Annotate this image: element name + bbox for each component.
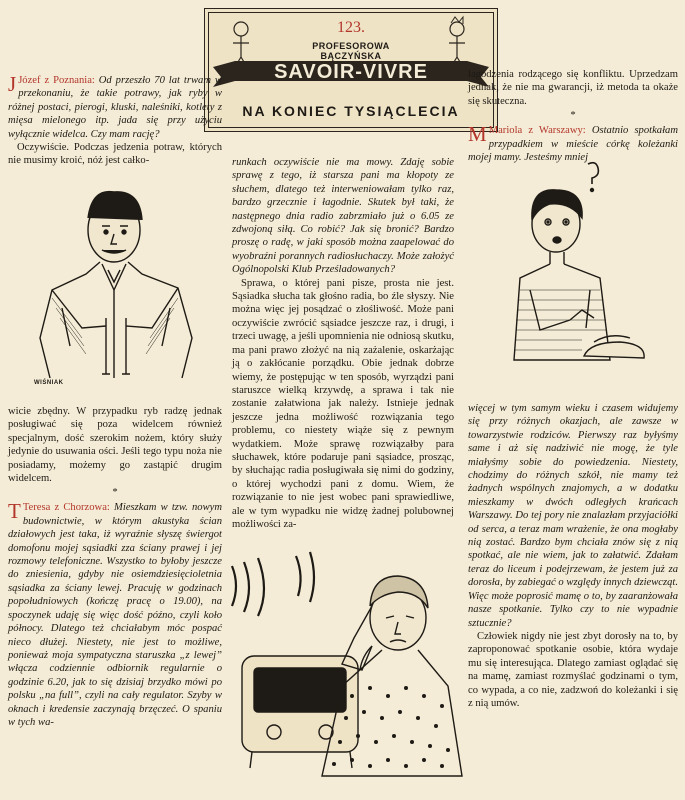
author-line-1: PROFESOROWA (312, 41, 390, 51)
letter-2 (8, 501, 222, 729)
letter-3-continued: więcej w tym samym wieku i czasem widujemy się przy różnych okazjach, ale zawsze w towarzystwie rodziców. Pierwszy raz byłyśmy same i aż się nadziwić nie mogę, że tyle miałyśmy sobie do powiedzenia. Niestety, chodzimy do różnych szkół, nie mamy też żadnych wspólnych znajomych, a w dodatku mieszkamy w dwóch odległych krańcach Warszawy. Do tej pory nie znalazłam przyjaciółki od serca, a teraz mam wrażenie, że ona mogłaby nią zostać. Bardzo bym chciała znów się z nią spotkać, ale nie wiem, jak to załatwić. Zdałam teraz do liceum i podejrzewam, że jestem już za dorosła, by zabiegać o względy innych dziewcząt. Więc może poprosić mamę o to, by zaaranżowała nasze spotkanie. Tylko czy to nie wypadnie sztucznie? (468, 403, 678, 629)
column-1-bottom (8, 405, 222, 729)
column-1-top (8, 74, 222, 168)
girl-with-telephone-illustration (510, 160, 650, 390)
header-subtitle: NA KONIEC TYSIĄCLECIA (242, 103, 460, 119)
illustrator-signature: WIŚNIAK (34, 380, 64, 386)
letter-1-text: Od przeszło 70 lat trwam w przekonaniu, że takie potrawy, jak ryby w różnej postaci, pierogi, kluski, naleśniki, kotlety z mięsa mielonego itp. jada się przy użyciu wyłącznie widelca. Czy mam rację? (8, 75, 222, 140)
answer-2: Sprawa, o której pani pisze, prosta nie jest. Sąsiadka słucha tak głośno radia, bo źle słyszy. Nie można więc jej posądzać o złośliwość. Może pani oczywiście zwrócić sąsiadce jeszcze raz, i drugi, i trzeci uwagę, a jeśli upomnienia nie odniosą skutku, ma pani prawo złożyć na nią zażalenie, oskarżając ją o zakłócanie porządku. Obie jednak dobrze wiemy, że postępując w ten sposób, wyrządzi pani staruszce wielką krzywdę, a sprawa i tak nie zostanie załatwiona jak należy. Istnieje jednak jeszcze jedna możliwość rozwiązania tego problemu, co niestety wiąże się z pewnym wydatkiem. Może sprawę rozwiązałby para słuchawek, które podaruje pani sąsiadce, prosząc, by słuchając radia posługiwała się nimi do godziny, o której wychodzi pani z domu. Wiem, że rozwiązanie to nie jest wobec pani sprawiedliwe, ale w tym wypadku nie widzę żadnej polubownej możliwości za- (232, 277, 454, 530)
answer-3: Człowiek nigdy nie jest zbyt dorosły na to, by zaproponować spotkanie osobie, która wydaje mu się interesująca. Dlatego zamiast oglądać się na mamę, zamiast rozmyślać godzinami o tym, co wypada, a co nie, zadzwoń do koleżanki i się z nią umów. (468, 630, 678, 709)
column-header (204, 8, 498, 132)
letter-1 (8, 74, 222, 141)
woman-at-radio-illustration (222, 546, 468, 798)
column-3-bottom (468, 402, 678, 710)
drop-cap: J (8, 72, 17, 96)
letter-2-author: Teresa z Chorzowa: (22, 502, 110, 514)
ribbon-title: SAVOIR-VIVRE (274, 61, 428, 83)
separator: * (112, 487, 118, 499)
letter-2-text: Mieszkam w tzw. nowym budownictwie, w którym akustyka ścian działowych jest taka, iż wyraźnie słyszę świergot domofonu mojej sąsiadki zza ściany prawej i jej rozmowy telefoniczne. Wszystko to byłoby jeszcze do zniesienia, gdyby nie osiemdziesięcioletnia sąsiadka za ściany lewej. Pracuję w godzinach popołudniowych (kończę pracę o 19.00), na spoczynek udaję się więc dość późno, czyli koło północy. Dlatego też chciałabym móc pospać nieco dłużej. Niestety, nie jest to możliwe, ponieważ moja sympatyczna staruszka „z lewej” włącza codziennie odbiornik regularnie o godzinie 6.20, jak to się dzisiaj brzydko mówi po polsku „na full”, czyli na cały regulator. Szyby w oknach i kredensie zaczynają brzęczeć. O spaniu w tych wa- (8, 502, 223, 728)
author-line-2: BĄCZYŃSKA (320, 51, 382, 61)
answer-2-continued: łagodzenia rodzącego się konfliktu. Uprzedzam jednak, że nie ma gwarancji, iż metoda ta okaże się skuteczna. (468, 69, 678, 107)
drop-cap: M (468, 122, 487, 147)
drop-cap: T (8, 499, 21, 524)
letter-3 (468, 124, 678, 164)
letter-1-author: Józef z Poznania: (18, 75, 95, 86)
column-3-top (468, 68, 678, 164)
answer-1: Oczywiście. Podczas jedzenia potraw, których nie musimy kroić, nóż jest całko- (8, 142, 222, 167)
separator: * (570, 110, 576, 122)
column-2 (232, 156, 454, 531)
issue-number: 123. (337, 19, 365, 36)
letter-2-continued: runkach oczywiście nie ma mowy. Zdaję sobie sprawę z tego, iż starsza pani ma kłopoty ze słuchem, dlatego też interweniowałam tylko raz, bardzo grzecznie i łagodnie. Skutek był taki, że następnego dnia radio zabrzmiało już o 6.05 ze zdwojoną siłą. Co robić? Jak się bronić? Bardzo proszę o radę, w jaki sposób można zaapelować do wyobraźni porannych radiosłuchaczy. Może założyć Ogólnopolski Klub Prześladowanych? (232, 157, 454, 276)
man-with-cutlery-illustration (22, 178, 210, 400)
letter-3-text: Ostatnio spotkałam przypadkiem w mieście córkę koleżanki mojej mamy. Jesteśmy mniej (468, 125, 678, 164)
author-name (205, 41, 497, 61)
answer-1-continued: wicie zbędny. W przypadku ryb radzę jednak posługiwać się poza widelcem również specjalnym, dość szerokim nożem, który służy jedynie do usuwania ości. Jeśli tego typu noża nie posiadamy, możemy go zastąpić drugim widelcem. (8, 406, 222, 485)
letter-3-author: Mariola z Warszawy: (488, 125, 586, 137)
